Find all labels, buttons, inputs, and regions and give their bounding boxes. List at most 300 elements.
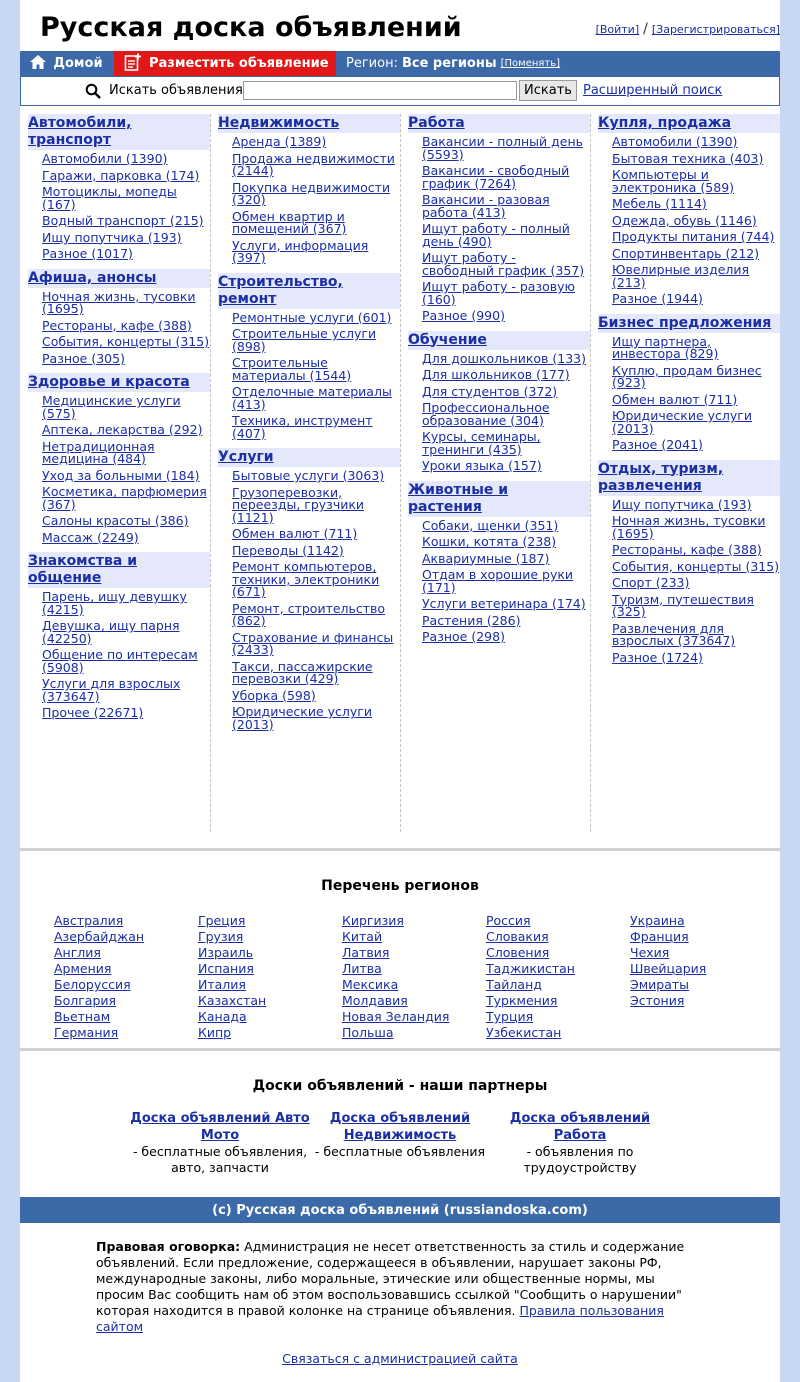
subcategory-link[interactable]: Разное (990) [422,308,505,323]
subcategory-link[interactable]: Вакансии - разовая работа (413) [422,192,550,220]
subcategory-link[interactable]: Разное (1017) [42,246,133,261]
category-block [28,114,210,261]
region-item [54,929,194,945]
region-link[interactable]: Турция [486,1009,534,1024]
subcategory-item [422,536,590,549]
region-link[interactable]: Таджикистан [486,961,575,976]
advanced-search-link[interactable]: Расширенный поиск [583,83,723,98]
category-title-link[interactable]: Услуги [218,449,274,465]
subcategory-link[interactable]: Ремонт, строительство (862) [232,600,386,628]
category-block [598,460,780,665]
contact-admin [20,1351,780,1366]
subcategory-item [232,136,400,149]
subcategory-item [612,333,780,361]
region-link[interactable]: Белоруссия [54,977,131,992]
region-link[interactable]: Германия [54,1025,119,1040]
change-region-link[interactable]: [Поменять] [500,58,561,69]
subcategory-item [422,369,590,382]
subcategory-item [612,231,780,244]
subcategory-link[interactable]: Куплю, продам бизнес (923) [612,362,762,390]
subcategory-link[interactable]: Нетрадиционная медицина (484) [42,438,155,466]
category-title [28,552,210,588]
region-item [630,961,770,977]
site-title: Русская доска объявлений [40,12,462,43]
subcategory-item [422,165,590,190]
subcategory-item [612,410,780,435]
subcategory-link[interactable]: Кошки, котята (238) [422,534,557,549]
subcategory-link[interactable]: События, концерты (315) [612,558,780,574]
subcategory-link[interactable]: Уход за больными (184) [42,467,200,483]
subcategory-item [422,550,590,566]
subcategory-link[interactable]: Медицинские услуги (575) [42,393,181,421]
subcategory-item [42,529,210,545]
subcategory-list [28,395,210,544]
subcategory-link[interactable]: Техника, инструмент (407) [232,413,373,441]
partners-title: Доски объявлений - наши партнеры [252,1078,548,1094]
subcategory-item [612,620,780,648]
subcategory-item [42,591,210,616]
category-title-link[interactable]: Работа [408,115,465,131]
subcategory-link[interactable]: Водный транспорт (215) [42,213,204,228]
subcategory-link[interactable]: Курсы, семинары, тренинги (435) [422,429,541,457]
region-column [54,913,194,1041]
subcategory-link[interactable]: Ищут работу - полный день (490) [422,221,570,249]
subcategory-item [612,362,780,390]
subcategory-item [42,438,210,466]
subcategory-item [232,237,400,265]
subcategory-link[interactable]: Мебель (1114) [612,196,707,211]
subcategory-link[interactable]: Переводы (1142) [232,542,344,558]
region-link[interactable]: Канада [198,1009,247,1024]
region-link[interactable]: Тайланд [486,977,542,992]
subcategory-item [42,486,210,511]
category-title [218,273,400,309]
category-title-link[interactable]: Недвижимость [218,115,340,131]
subcategory-item [42,707,210,720]
subcategory-link[interactable]: Косметика, парфюмерия (367) [42,484,207,512]
subcategory-item [422,631,590,644]
subcategory-item [422,460,590,473]
region-label: Регион: [346,56,398,71]
subcategory-link[interactable]: Разное (305) [42,350,125,366]
subcategory-item [612,293,780,306]
subcategory-link[interactable]: Строительные услуги (898) [232,326,377,354]
subcategory-link[interactable]: События, концерты (315) [42,334,210,349]
subcategory-link[interactable]: Отдам в хорошие руки (171) [422,567,574,595]
subcategory-link[interactable]: Развлечения для взрослых (373647) [612,620,736,648]
region-item [54,1009,194,1025]
subcategory-list [218,470,400,731]
partner-auto [130,1110,310,1176]
region-item [54,961,194,977]
partner-auto-desc: - бесплатные объявления, авто, запчасти [132,1144,308,1175]
region-link[interactable]: Украина [630,913,685,928]
subcategory-item [42,467,210,483]
subcategory-item [422,310,590,323]
region-link[interactable]: Азербайджан [54,929,145,944]
region-selector [346,51,560,76]
subcategory-link[interactable]: Продукты питания (744) [612,229,775,244]
subcategory-link[interactable]: Ищут работу - разовую (160) [422,279,576,307]
search-button[interactable]: Искать [519,80,577,101]
subcategory-link[interactable]: Обмен валют (711) [232,526,358,541]
subcategory-item [232,415,400,440]
subcategory-link[interactable]: Спорт (233) [612,575,690,590]
region-link[interactable]: Россия [486,913,531,928]
region-item [198,945,338,961]
region-link[interactable]: Австралия [54,913,124,928]
subcategory-link[interactable]: Ищу попутчика (193) [612,496,752,512]
subcategory-link[interactable]: Ремонтные услуги (601) [232,309,392,325]
subcategory-link[interactable]: Аренда (1389) [232,134,327,149]
subcategory-item [42,678,210,703]
region-value: Все регионы [401,56,497,71]
subcategory-item [232,561,400,599]
region-link[interactable]: Новая Зеландия [342,1009,450,1024]
subcategory-link[interactable]: Гаражи, парковка (174) [42,167,200,183]
subcategory-link[interactable]: Разное (1724) [612,649,703,665]
partner-jobs-link[interactable]: Доска объявлений Работа [509,1111,651,1143]
region-link[interactable]: Мексика [342,977,399,992]
category-block [218,448,400,731]
region-item [54,993,194,1009]
region-link[interactable]: Болгария [54,993,117,1008]
subcategory-link[interactable]: Ювелирные изделия (213) [612,262,750,290]
subcategory-link[interactable]: Услуги ветеринара (174) [422,596,586,611]
subcategory-item [422,402,590,427]
category-block [218,273,400,441]
region-link[interactable]: Латвия [342,945,390,960]
subcategory-link[interactable]: Ищу партнера, инвестора (829) [612,333,719,361]
region-item [54,945,194,961]
subcategory-link[interactable]: Общение по интересам (5908) [42,647,198,675]
category-block [408,114,590,323]
category-block [408,331,590,473]
region-link[interactable]: Англия [54,945,101,960]
category-title [598,314,780,333]
search-bar [20,76,780,106]
region-item [54,977,194,993]
region-link[interactable]: Франция [630,929,689,944]
category-column [598,114,780,832]
subcategory-link[interactable]: Парень, ищу девушку (4215) [42,589,187,617]
region-link[interactable]: Молдавия [342,993,408,1008]
partner-realty-link[interactable]: Доска объявлений Недвижимость [329,1111,471,1143]
category-title-link[interactable]: Животные и растения [408,481,509,515]
region-link[interactable]: Узбекистан [486,1025,562,1040]
region-item [486,913,626,929]
subcategory-link[interactable]: Отделочные материалы (413) [232,384,392,412]
subcategory-item [612,136,780,149]
subcategory-item [422,136,590,161]
subcategory-item [232,328,400,353]
subcategory-link[interactable]: Услуги для взрослых (373647) [42,676,181,704]
subcategory-link[interactable]: Разное (2041) [612,437,703,452]
region-item [342,929,482,945]
subcategory-list [408,136,590,323]
subcategory-item [612,591,780,619]
subcategory-item [232,528,400,541]
search-icon [85,83,101,103]
category-column [218,114,401,832]
subcategory-item [422,252,590,277]
category-column [408,114,591,832]
subcategory-item [422,281,590,306]
subcategory-link[interactable]: Мотоциклы, мопеды (167) [42,184,177,212]
subcategory-link[interactable]: Для студентов (372) [422,383,558,399]
region-item [54,913,194,929]
region-link[interactable]: Чехия [630,945,670,960]
subcategory-item [612,439,780,452]
region-item [486,977,626,993]
region-link[interactable]: Эстония [630,993,685,1008]
add-note-icon [124,53,142,75]
subcategory-item [232,600,400,628]
category-block [28,373,210,544]
partner-auto-link[interactable]: Доска объявлений Авто Мото [130,1111,310,1143]
subcategory-item [42,515,210,528]
category-block [28,269,210,366]
region-item [198,1009,338,1025]
subcategory-list [598,496,780,665]
category-title-link[interactable]: Купля, продажа [598,115,732,131]
region-link[interactable]: Словакия [486,929,549,944]
subcategory-link[interactable]: Ночная жизнь, тусовки (1695) [612,513,766,541]
subcategory-item [42,288,210,316]
category-title [218,114,400,133]
subcategory-link[interactable]: Автомобили (1390) [612,134,738,149]
region-link[interactable]: Казахстан [198,993,267,1008]
subcategory-link[interactable]: Ночная жизнь, тусовки (1695) [42,288,196,316]
search-input[interactable] [243,81,517,100]
region-link[interactable]: Польша [342,1025,394,1040]
region-item [486,1025,626,1041]
region-column [486,913,626,1041]
subcategory-link[interactable]: Вакансии - полный день (5593) [422,134,584,162]
subcategory-link[interactable]: Грузоперевозки, переезды, грузчики (1121) [232,484,365,525]
subcategory-link[interactable]: Обмен валют (711) [612,391,738,407]
subcategory-item [232,658,400,686]
region-link[interactable]: Туркмения [486,993,558,1008]
subcategory-item [42,229,210,245]
region-link[interactable]: Словения [486,945,550,960]
subcategory-item [232,309,400,325]
category-title-link[interactable]: Строительство, ремонт [218,273,343,307]
subcategory-item [42,215,210,228]
region-item [342,945,482,961]
subcategory-item [232,179,400,207]
region-item [342,961,482,977]
subcategory-item [422,569,590,594]
subcategory-item [232,484,400,525]
subcategory-item [612,150,780,166]
region-link[interactable]: Швейцария [630,961,707,976]
subcategory-link[interactable]: Собаки, щенки (351) [422,517,559,533]
disclaimer-text: Администрация не несет ответственность за стиль и содержание объявлений. Если предложение, содержащееся в объявлении, нарушает законы РФ, международные законы, либо моральные, этические или общественные нормы, мы просим Вас сообщить нам об этом воспользовавшись ссылкой "Сообщить о нарушении" которая находится в правой колонке на странице объявления. [96,1239,685,1318]
subcategory-link[interactable]: Бытовые услуги (3063) [232,468,385,483]
region-item [486,1009,626,1025]
home-button[interactable] [20,51,112,76]
divider [20,848,780,851]
subcategory-item [42,649,210,674]
region-column [342,913,482,1041]
subcategory-link[interactable]: Уроки языка (157) [422,458,542,473]
region-item [198,993,338,1009]
subcategory-link[interactable]: Растения (286) [422,612,521,628]
category-title [218,448,400,467]
region-item [342,1009,482,1025]
subcategory-link[interactable]: Услуги, информация (397) [232,237,369,265]
subcategory-link[interactable]: Аптека, лекарства (292) [42,422,203,437]
region-item [486,945,626,961]
partner-realty [312,1110,488,1160]
region-item [198,961,338,977]
category-title-link[interactable]: Бизнес предложения [598,314,772,331]
subcategory-item [422,598,590,611]
subcategory-link[interactable]: Автомобили (1390) [42,151,168,166]
region-item [342,913,482,929]
subcategory-link[interactable]: Для дошкольников (133) [422,350,586,366]
subcategory-link[interactable]: Туризм, путешествия (325) [612,591,754,619]
post-ad-button[interactable] [114,51,336,76]
subcategory-item [42,350,210,366]
subcategory-item [612,496,780,512]
category-title [28,373,210,392]
region-link[interactable]: Эмираты [630,977,690,992]
category-title-link[interactable]: Знакомства и общение [28,553,138,586]
subcategory-link[interactable]: Компьютеры и электроника (589) [612,167,735,195]
subcategory-link[interactable]: Для школьников (177) [422,367,570,382]
subcategory-link[interactable]: Покупка недвижимости (320) [232,179,391,207]
subcategory-link[interactable]: Юридические услуги (2013) [232,704,372,732]
login-link[interactable]: [Войти] [595,23,640,36]
subcategory-list [218,136,400,265]
auth-links [596,21,780,37]
subcategory-item [612,558,780,574]
subcategory-item [422,223,590,248]
subcategory-link[interactable]: Одежда, обувь (1146) [612,212,757,228]
home-icon [29,54,47,74]
subcategory-link[interactable]: Уборка (598) [232,687,316,703]
subcategory-link[interactable]: Спортинвентарь (212) [612,245,760,261]
region-link[interactable]: Кипр [198,1025,232,1040]
subcategory-link[interactable]: Прочее (22671) [42,705,144,720]
subcategory-link[interactable]: Рестораны, кафе (388) [42,317,192,333]
subcategory-link[interactable]: Продажа недвижимости (2144) [232,150,395,178]
region-item [342,1025,482,1041]
region-link[interactable]: Израиль [198,945,254,960]
subcategory-item [42,167,210,183]
subcategory-link[interactable]: Ремонт компьютеров, техники, электроники (671) [232,559,380,599]
category-block [598,114,780,306]
region-link[interactable]: Армения [54,961,112,976]
category-title-link[interactable]: Обучение [408,331,487,348]
region-link[interactable]: Китай [342,929,383,944]
category-title-link[interactable]: Здоровье и красота [28,374,190,390]
subcategory-link[interactable]: Девушка, ищу парня (42250) [42,618,180,646]
subcategory-link[interactable]: Юридические услуги (2013) [612,408,752,436]
subcategory-item [612,649,780,665]
partner-realty-desc: - бесплатные объявления [314,1144,486,1159]
region-link[interactable]: Испания [198,961,254,976]
partner-jobs-desc: - объявления по трудоустройству [523,1144,637,1175]
region-link[interactable]: Киргизия [342,913,404,928]
search-label: Искать объявления [109,83,243,98]
subcategory-link[interactable]: Вакансии - свободный график (7264) [422,163,570,191]
legal-disclaimer [96,1239,696,1335]
subcategory-item [42,248,210,261]
subcategory-link[interactable]: Страхование и финансы (2433) [232,629,394,657]
contact-admin-link[interactable]: Связаться с администрацией сайта [282,1351,518,1366]
subcategory-item [42,317,210,333]
region-link[interactable]: Вьетнам [54,1009,111,1024]
region-item [630,945,770,961]
category-column [28,114,211,832]
subcategory-item [232,357,400,382]
region-link[interactable]: Греция [198,913,246,928]
subcategory-item [422,350,590,366]
rules-link[interactable]: Правила пользования сайтом [96,1303,664,1334]
region-item [54,1025,194,1041]
region-item [198,913,338,929]
subcategory-link[interactable]: Профессиональное образование (304) [422,400,550,428]
subcategory-link[interactable]: Разное (1944) [612,291,703,306]
subcategory-link[interactable]: Строительные материалы (1544) [232,355,352,383]
navbar [20,51,780,76]
subcategory-link[interactable]: Рестораны, кафе (388) [612,542,762,557]
subcategory-link[interactable]: Обмен квартир и помещений (367) [232,208,347,236]
category-title [28,114,210,150]
subcategory-item [42,620,210,645]
subcategory-link[interactable]: Такси, пассажирские перевозки (429) [232,658,373,686]
region-column [630,913,770,1009]
subcategory-link[interactable]: Бытовая техника (403) [612,150,764,166]
subcategory-list [598,136,780,306]
subcategory-link[interactable]: Аквариумные (187) [422,550,550,566]
category-title [408,114,590,133]
category-title-link[interactable]: Автомобили, транспорт [28,115,132,148]
partner-jobs [502,1110,658,1176]
disclaimer-label: Правовая оговорка: [96,1239,241,1254]
subcategory-item [612,212,780,228]
category-title [408,481,590,517]
subcategory-link[interactable]: Ищу попутчика (193) [42,229,182,245]
region-item [342,993,482,1009]
subcategory-item [422,383,590,399]
region-link[interactable]: Грузия [198,929,244,944]
subcategory-item [612,169,780,194]
region-item [486,961,626,977]
category-title-link[interactable]: Отдых, туризм, развлечения [598,460,724,494]
subcategory-item [232,542,400,558]
register-link[interactable]: [Зарегистрироваться] [651,23,780,36]
subcategory-link[interactable]: Салоны красоты (386) [42,513,189,528]
subcategory-item [612,577,780,590]
category-title-link[interactable]: Афиша, анонсы [28,269,157,286]
categories [20,114,780,834]
region-link[interactable]: Литва [342,961,382,976]
subcategory-item [612,198,780,211]
subcategory-item [612,264,780,289]
subcategory-item [612,391,780,407]
subcategory-link[interactable]: Ищут работу - свободный график (357) [422,250,585,278]
region-link[interactable]: Италия [198,977,246,992]
subcategory-item [612,245,780,261]
subcategory-link[interactable]: Массаж (2249) [42,529,139,545]
category-block [408,481,590,644]
subcategory-link[interactable]: Разное (298) [422,629,505,644]
subcategory-item [422,612,590,628]
